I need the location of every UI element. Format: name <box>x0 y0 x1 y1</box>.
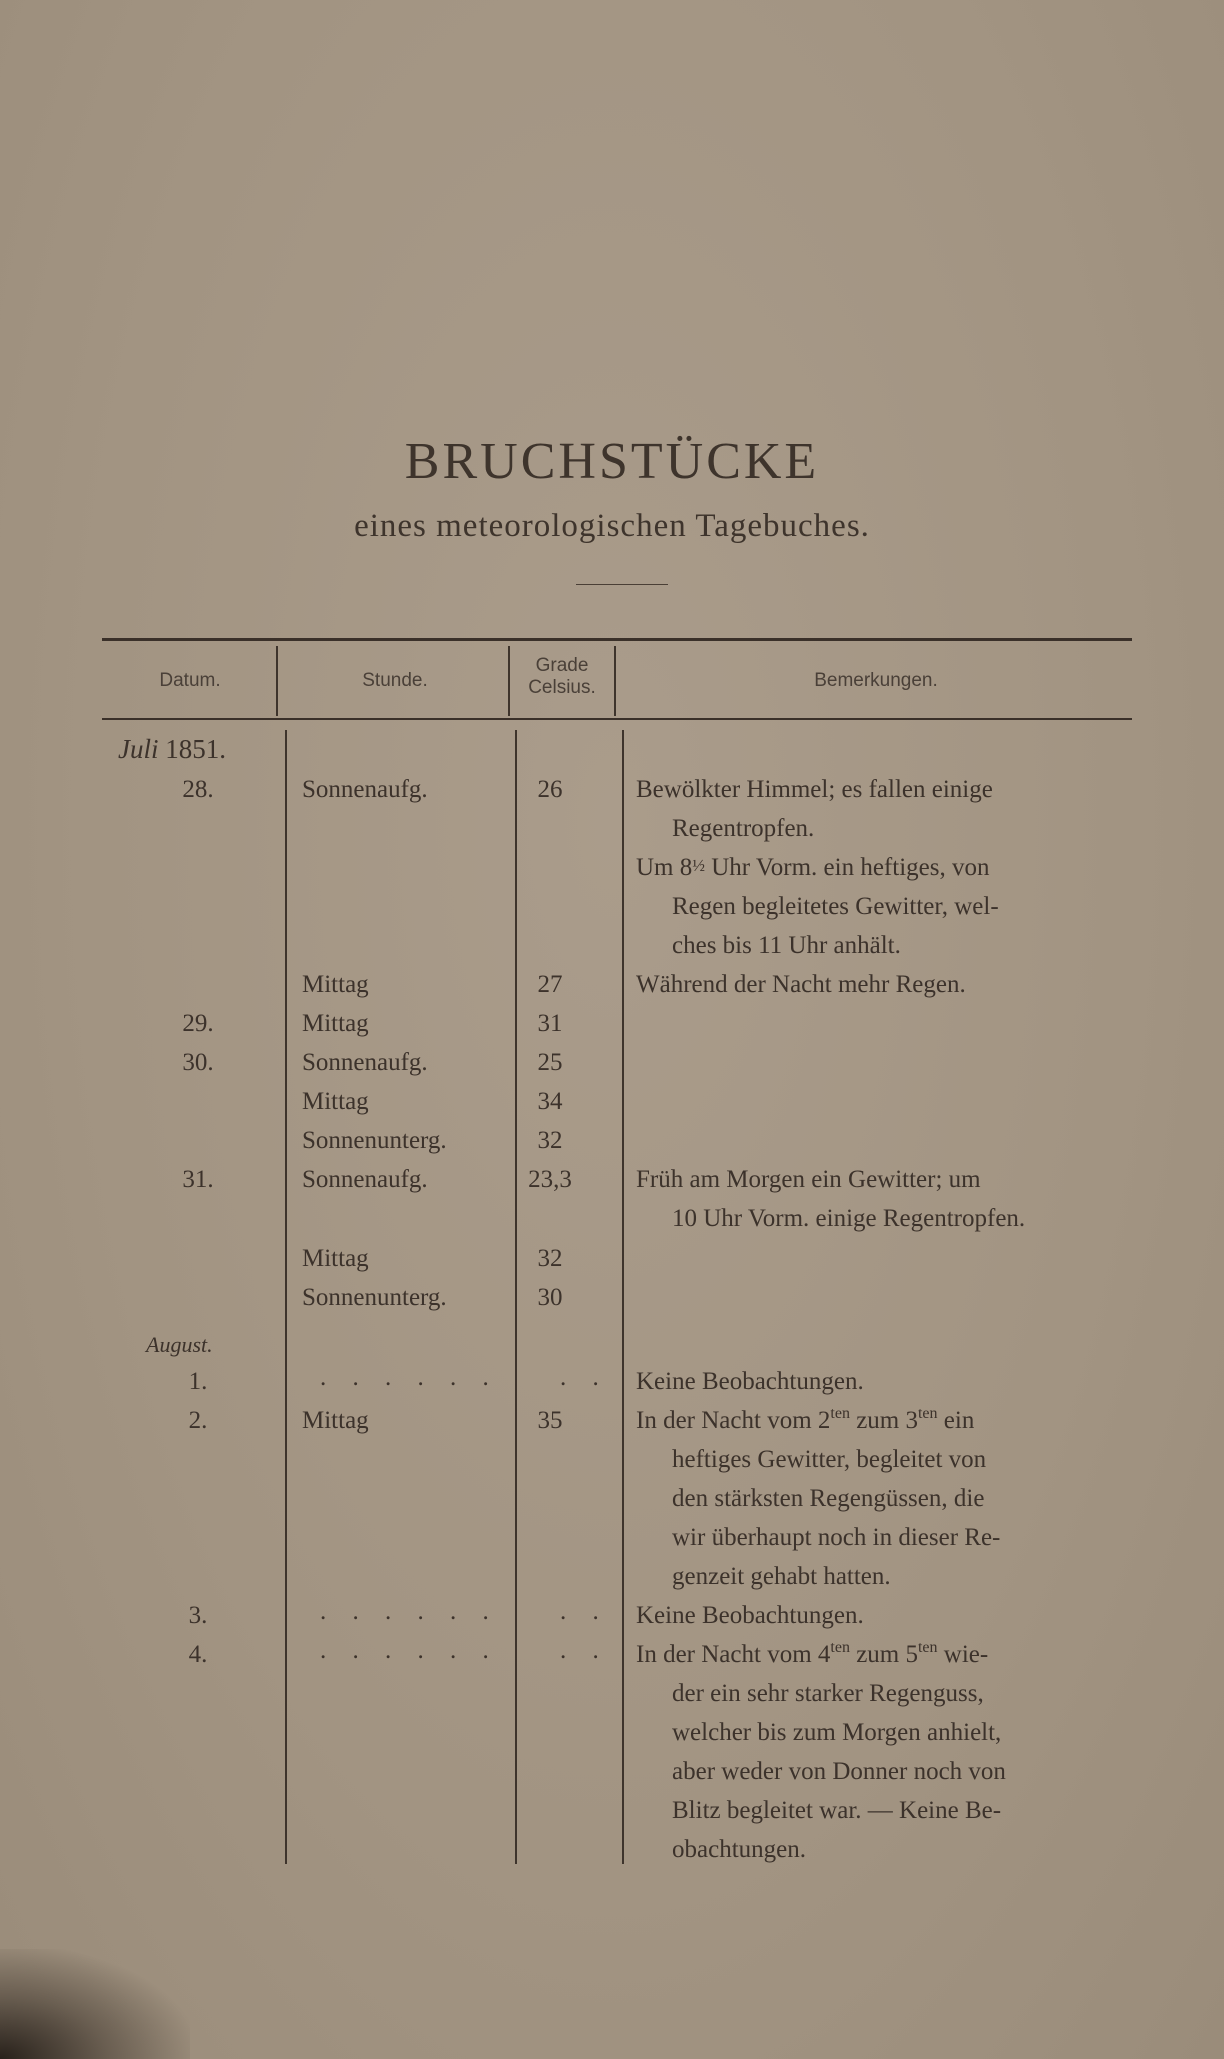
table-row-hour: Mittag <box>302 1010 369 1037</box>
table-row-hour: Sonnenunterg. <box>302 1127 447 1154</box>
month-label-july <box>118 734 226 765</box>
remark-text: Um 8 <box>636 854 693 881</box>
header-stunde: Stunde. <box>362 670 428 691</box>
remark-text: In der Nacht vom 2 <box>636 1407 831 1434</box>
remark-superscript: ten <box>917 1405 938 1422</box>
table-row-date: 3. <box>188 1602 208 1629</box>
header-divider-1 <box>276 646 278 716</box>
remark-text: zum 5 <box>849 1641 918 1668</box>
column-divider-1 <box>285 730 287 1864</box>
remark-line <box>636 854 1138 882</box>
remark-line: obachtungen. <box>672 1836 806 1863</box>
remark-line: Früh am Morgen ein Gewitter; um <box>636 1166 981 1193</box>
remark-line: aber weder von Donner noch von <box>672 1758 1006 1785</box>
remark-line: Bewölkter Himmel; es fallen einige <box>636 776 993 803</box>
remark-line: genzeit gehabt hatten. <box>672 1563 891 1590</box>
table-row-date: 2. <box>188 1407 208 1434</box>
remark-line: Regentropfen. <box>672 815 815 842</box>
remark-superscript: ten <box>830 1405 850 1422</box>
remark-superscript: ten <box>917 1639 938 1656</box>
table-row-degrees: 31 <box>537 1010 563 1037</box>
table-row-degrees: . . <box>560 1598 609 1625</box>
table-row-hour: Sonnenaufg. <box>302 1049 428 1076</box>
table-row-degrees: 25 <box>537 1049 563 1076</box>
table-header-rule <box>102 718 1132 720</box>
table-row-degrees: 26 <box>537 776 563 803</box>
header-divider-3 <box>614 646 616 716</box>
remark-text: wie- <box>937 1641 989 1668</box>
page-subtitle: eines meteorologischen Tagebuches. <box>354 508 870 544</box>
table-row-date: 29. <box>182 1010 214 1037</box>
table-row-degrees: 35 <box>537 1407 563 1434</box>
table-row-degrees: 23,3 <box>528 1166 572 1193</box>
table-row-degrees: 32 <box>537 1245 563 1272</box>
month-august: August. <box>146 1332 213 1357</box>
remark-text: zum 3 <box>849 1407 918 1434</box>
remark-superscript: ten <box>830 1639 850 1656</box>
month-july: Juli <box>118 734 159 764</box>
table-row-degrees: 32 <box>537 1127 563 1154</box>
remark-line: Blitz begleitet war. — Keine Be- <box>672 1797 1002 1824</box>
table-row-hour: Sonnenaufg. <box>302 1166 428 1193</box>
remark-line <box>636 1641 1138 1669</box>
table-row-hour: . . . . . . <box>320 1637 499 1664</box>
table-row-degrees: . . <box>560 1637 609 1664</box>
table-row-date: 4. <box>188 1641 208 1668</box>
table-row-hour: Sonnenunterg. <box>302 1284 447 1311</box>
month-label-august <box>146 1332 213 1358</box>
title-divider <box>576 584 668 585</box>
remark-fraction: ½ <box>692 856 705 875</box>
remark-line: Keine Beobachtungen. <box>636 1368 864 1395</box>
table-row-date: 1. <box>188 1368 208 1395</box>
column-divider-2 <box>515 730 517 1864</box>
header-datum: Datum. <box>159 670 221 691</box>
column-divider-3 <box>622 730 624 1864</box>
remark-text: In der Nacht vom 4 <box>636 1641 831 1668</box>
remark-line: den stärksten Regengüssen, die <box>672 1485 985 1512</box>
remark-text: ein <box>937 1407 975 1434</box>
header-grade-line1: Grade <box>535 655 589 676</box>
remark-line: Regen begleitetes Gewitter, wel- <box>672 893 999 920</box>
header-grade-line2: Celsius. <box>528 677 596 698</box>
page-shadow <box>0 1949 190 2059</box>
table-row-date: 31. <box>182 1166 214 1193</box>
table-row-hour: Mittag <box>302 1407 369 1434</box>
remark-line: 10 Uhr Vorm. einige Regentropfen. <box>672 1205 1026 1232</box>
remark-text: Uhr Vorm. ein heftiges, von <box>705 854 990 881</box>
remark-line <box>636 1407 1138 1435</box>
table-row-hour: Mittag <box>302 1088 369 1115</box>
remark-line: Während der Nacht mehr Regen. <box>636 971 966 998</box>
table-row-hour: . . . . . . <box>320 1364 499 1391</box>
header-bemerkungen: Bemerkungen. <box>814 670 938 691</box>
table-row-hour: . . . . . . <box>320 1598 499 1625</box>
page-title: BRUCHSTÜCKE <box>404 433 820 490</box>
table-row-date: 30. <box>182 1049 214 1076</box>
table-row-date: 28. <box>182 776 214 803</box>
table-row-degrees: . . <box>560 1364 609 1391</box>
header-grade <box>510 655 614 699</box>
remark-line: welcher bis zum Morgen anhielt, <box>672 1719 1002 1746</box>
remark-line: Keine Beobachtungen. <box>636 1602 864 1629</box>
year-label: 1851. <box>165 734 226 764</box>
table-top-rule <box>102 638 1132 641</box>
remark-line: ches bis 11 Uhr anhält. <box>672 932 901 959</box>
table-row-degrees: 30 <box>537 1284 563 1311</box>
table-row-degrees: 34 <box>537 1088 563 1115</box>
remark-line: heftiges Gewitter, begleitet von <box>672 1446 987 1473</box>
table-row-hour: Mittag <box>302 971 369 998</box>
table-row-hour: Mittag <box>302 1245 369 1272</box>
remark-line: der ein sehr starker Regenguss, <box>672 1680 984 1707</box>
table-row-hour: Sonnenaufg. <box>302 776 428 803</box>
remark-line: wir überhaupt noch in dieser Re- <box>672 1524 1001 1551</box>
table-row-degrees: 27 <box>537 971 563 998</box>
